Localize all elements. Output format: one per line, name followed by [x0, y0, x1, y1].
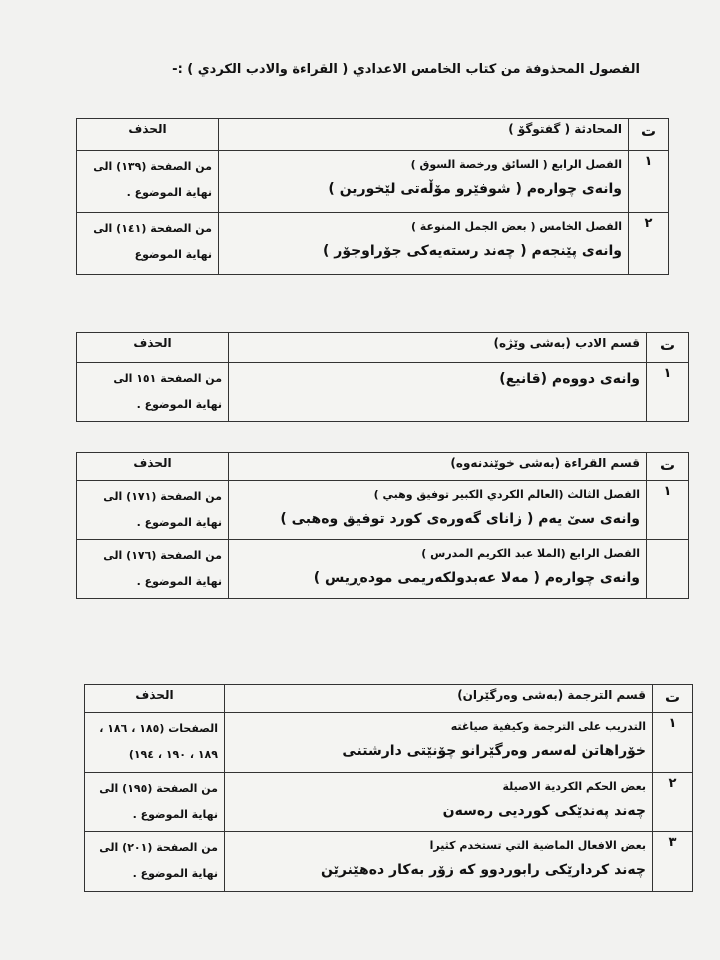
row-topic	[225, 832, 653, 892]
row-deletion	[77, 540, 229, 599]
deletion-end: ١٨٩ ، ١٩٠ ، ١٩٤)	[128, 748, 218, 761]
arabic-title: بعض الحكم الكردية الاصيلة	[502, 780, 646, 793]
table-row	[77, 151, 669, 213]
row-deletion	[77, 363, 229, 422]
table-header-row	[77, 453, 689, 481]
deletion-range: من الصفحة (١٧٦) الى	[103, 549, 222, 562]
deletion-end: نهاية الموضوع .	[132, 867, 218, 880]
literature-table	[76, 332, 689, 422]
translation-table	[84, 684, 693, 892]
row-deletion	[77, 481, 229, 540]
table-header-row	[85, 685, 693, 713]
deletion-range: من الصفحة (١٩٥) الى	[99, 782, 218, 795]
row-number: ١	[629, 151, 669, 213]
row-deletion	[77, 151, 219, 213]
col-num-header: ت	[647, 453, 689, 481]
conversation-table	[76, 118, 669, 275]
row-topic	[229, 363, 647, 422]
table-row	[77, 540, 689, 599]
row-number: ١	[647, 481, 689, 540]
col-num-header: ت	[647, 333, 689, 363]
row-number: ١	[653, 713, 693, 773]
arabic-title: الفصل الرابع (الملا عبد الكريم المدرس )	[421, 547, 640, 560]
kurdish-title: وانەی دووەم (قانیع)	[499, 371, 640, 387]
reading-table	[76, 452, 689, 599]
kurdish-title: خۆراهاتن لەسەر وەرگێرانو چۆنێتی دارشتنی	[342, 743, 646, 759]
deletion-end: نهاية الموضوع	[134, 248, 212, 261]
deletion-end: نهاية الموضوع .	[136, 398, 222, 411]
row-number: ٢	[653, 773, 693, 832]
col-topic-header: المحادثة ( گفتوگۆ )	[219, 119, 629, 151]
row-number	[647, 540, 689, 599]
row-topic	[225, 773, 653, 832]
table-row	[85, 773, 693, 832]
deletion-end: نهاية الموضوع .	[126, 186, 212, 199]
col-topic-header: قسم الترجمة (بەشی وەرگێران)	[225, 685, 653, 713]
kurdish-title: چەند پەندێکی کوردیی رەسەن	[442, 803, 646, 819]
deletion-range: من الصفحة (١٧١) الى	[103, 490, 222, 503]
table-row	[85, 713, 693, 773]
table-header-row	[77, 119, 669, 151]
table-header-row	[77, 333, 689, 363]
arabic-title: التدريب على الترجمة وكيفية صياغته	[450, 720, 646, 733]
deletion-range: من الصفحة (١٣٩) الى	[93, 160, 212, 173]
arabic-title: الفصل الثالث (العالم الكردي الكبير توفيق وهبي )	[373, 488, 640, 501]
col-delete-header: الحذف	[85, 685, 225, 713]
row-deletion	[85, 832, 225, 892]
row-topic	[225, 713, 653, 773]
col-num-header: ت	[653, 685, 693, 713]
row-number: ٢	[629, 213, 669, 275]
kurdish-title: چەند کردارێکی رابوردوو کە زۆر بەکار دەهێنرێن	[321, 862, 646, 878]
row-number: ١	[647, 363, 689, 422]
deletion-end: نهاية الموضوع .	[132, 808, 218, 821]
table-row	[77, 363, 689, 422]
kurdish-title: وانەی چوارەم ( مەلا عەبدولکەریمی مودەڕیس )	[313, 570, 640, 586]
row-number: ٣	[653, 832, 693, 892]
deletion-range: من الصفحة ١٥١ الى	[113, 372, 222, 385]
table-row	[77, 481, 689, 540]
col-delete-header: الحذف	[77, 119, 219, 151]
table-row	[85, 832, 693, 892]
row-deletion	[85, 713, 225, 773]
col-delete-header: الحذف	[77, 453, 229, 481]
col-topic-header: قسم القراءة (بەشی خوێندنەوە)	[229, 453, 647, 481]
row-topic	[219, 151, 629, 213]
row-topic	[229, 481, 647, 540]
kurdish-title: وانەی چوارەم ( شوفێرو مۆڵەتی لێخورین )	[328, 181, 622, 197]
arabic-title: الفصل الخامس ( بعض الجمل المنوعة )	[410, 220, 622, 233]
deletion-end: نهاية الموضوع .	[136, 575, 222, 588]
col-topic-header: قسم الادب (بەشی وێژە)	[229, 333, 647, 363]
kurdish-title: وانەی سێ یەم ( زانای گەورەی کورد توفیق وەهبی )	[280, 511, 640, 527]
deletion-range: من الصفحة (١٤١) الى	[93, 222, 212, 235]
kurdish-title: وانەی پێنجەم ( چەند رستەیەکی جۆراوجۆر )	[322, 243, 622, 259]
row-deletion	[85, 773, 225, 832]
deletion-end: نهاية الموضوع .	[136, 516, 222, 529]
deletion-range: من الصفحة (٢٠١) الى	[99, 841, 218, 854]
deletion-range: الصفحات (١٨٥ ، ١٨٦ ،	[99, 722, 218, 735]
arabic-title: بعض الافعال الماضية التي تستخدم كثيرا	[429, 839, 646, 852]
table-row	[77, 213, 669, 275]
page-title: الفصول المحذوفة من كتاب الخامس الاعدادي ( القراءة والادب الكردي ) :-	[172, 62, 640, 77]
col-delete-header: الحذف	[77, 333, 229, 363]
row-topic	[229, 540, 647, 599]
row-topic	[219, 213, 629, 275]
col-num-header: ت	[629, 119, 669, 151]
row-deletion	[77, 213, 219, 275]
arabic-title: الفصل الرابع ( السائق ورخصة السوق )	[410, 158, 622, 171]
